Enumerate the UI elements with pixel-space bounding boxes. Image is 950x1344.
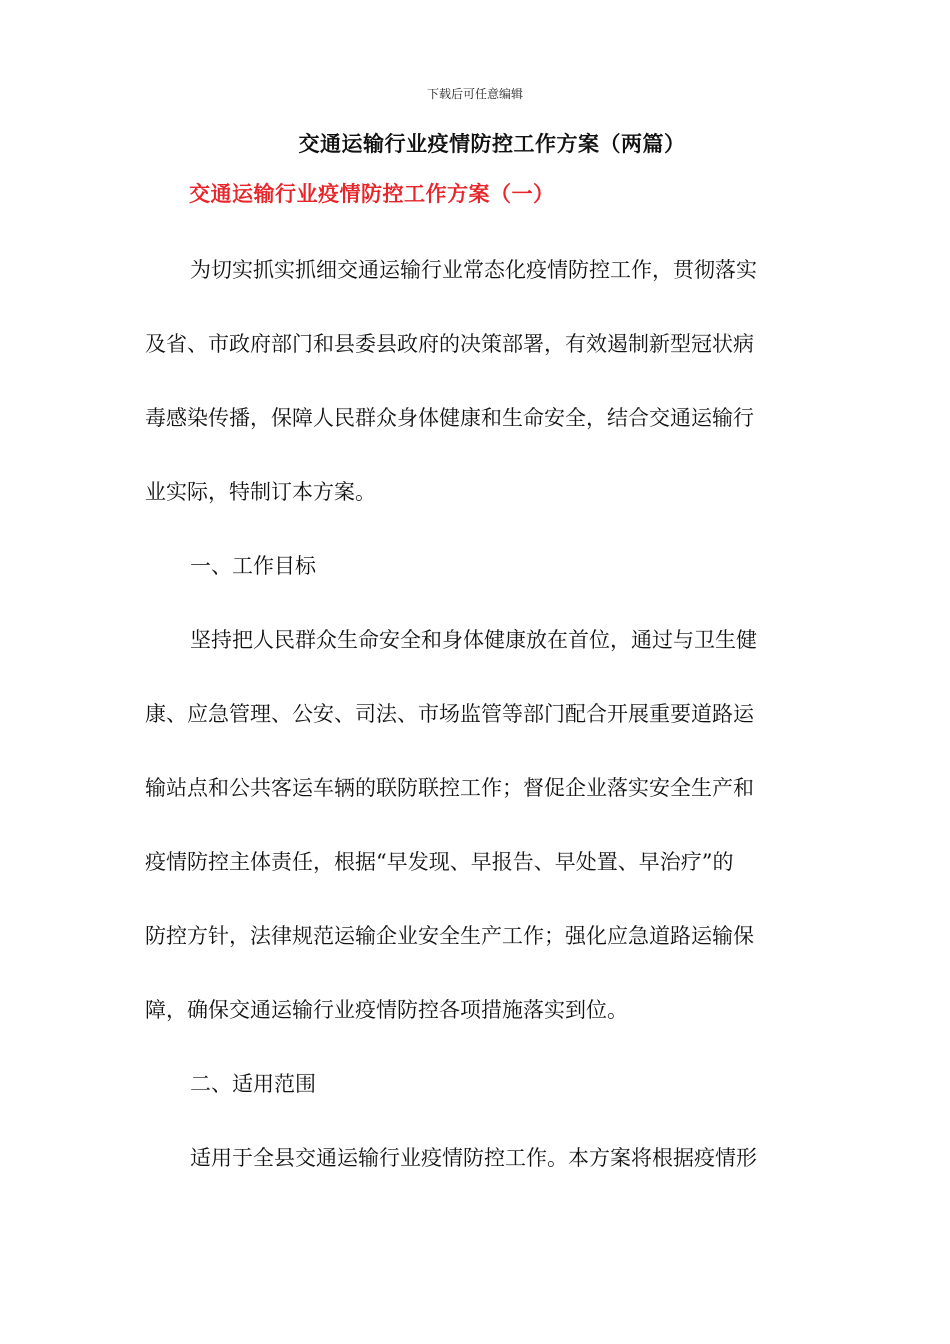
document-title: 交通运输行业疫情防控工作方案（两篇）: [298, 131, 686, 156]
document-body: [145, 252, 810, 1214]
body-line: 输站点和公共客运车辆的联防联控工作；督促企业落实安全生产和: [145, 776, 754, 800]
section-heading: 二、适用范围: [190, 1072, 316, 1096]
body-line: 疫情防控主体责任，根据“早发现、早报告、早处置、早治疗”的: [145, 850, 734, 874]
section-title: 交通运输行业疫情防控工作方案（一）: [189, 181, 555, 206]
body-line: 及省、市政府部门和县委县政府的决策部署，有效遏制新型冠状病: [145, 332, 754, 356]
body-line: 为切实抓实抓细交通运输行业常态化疫情防控工作，贯彻落实: [190, 258, 757, 282]
body-line: 业实际，特制订本方案。: [145, 480, 376, 504]
body-line: 康、应急管理、公安、司法、市场监管等部门配合开展重要道路运: [145, 702, 754, 726]
body-line: 坚持把人民群众生命安全和身体健康放在首位，通过与卫生健: [190, 628, 757, 652]
body-line: 障，确保交通运输行业疫情防控各项措施落实到位。: [145, 998, 628, 1022]
section-heading: 一、工作目标: [190, 554, 316, 578]
body-line: 适用于全县交通运输行业疫情防控工作。本方案将根据疫情形: [190, 1146, 757, 1170]
body-line: 防控方针，法律规范运输企业安全生产工作；强化应急道路运输保: [145, 924, 754, 948]
header-note: 下载后可任意编辑: [426, 87, 523, 101]
body-line: 毒感染传播，保障人民群众身体健康和生命安全，结合交通运输行: [145, 406, 754, 430]
